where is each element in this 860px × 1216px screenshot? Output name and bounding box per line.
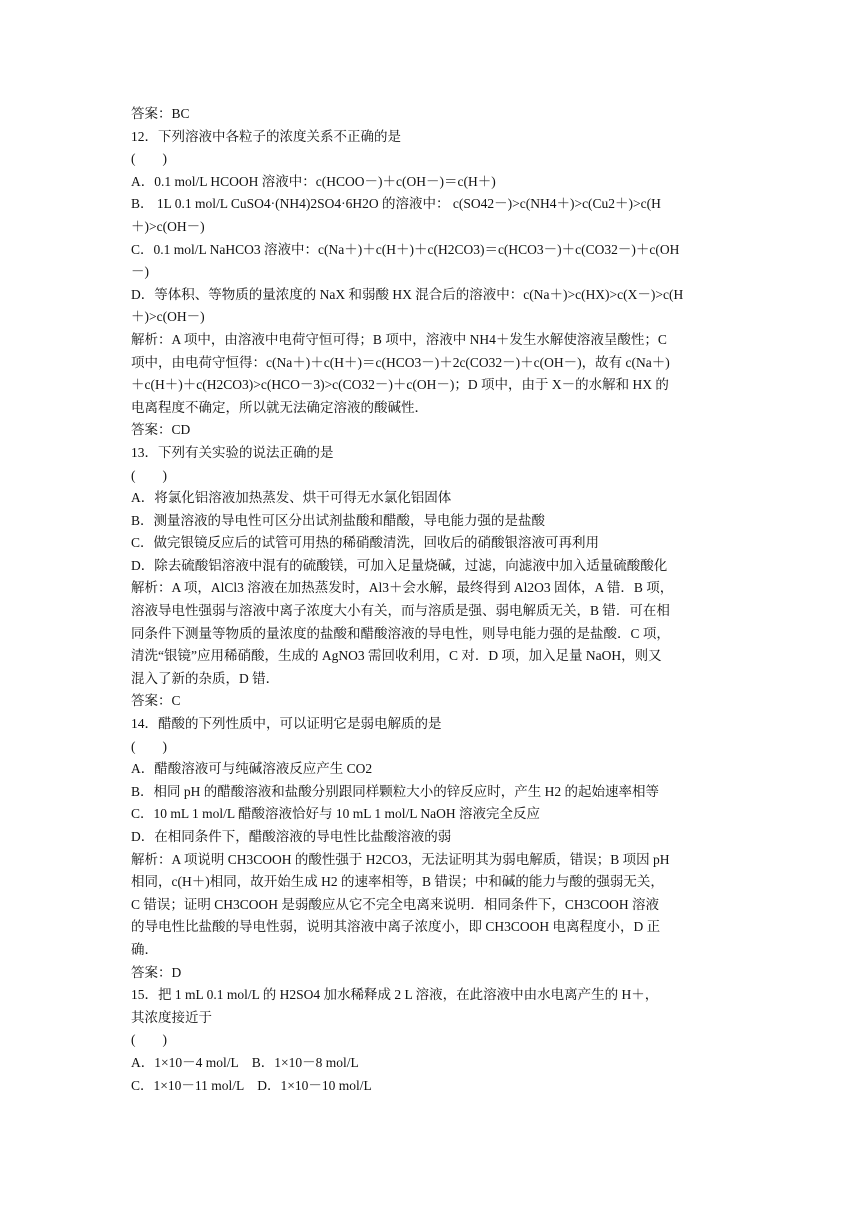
question-14-analysis-2: 相同，c(H＋)相同，故开始生成 H2 的速率相等，B 错误；中和碱的能力与酸的强弱无关， bbox=[131, 874, 664, 890]
question-15-blank: ( ) bbox=[131, 1032, 167, 1048]
question-12-option-d-cont: ＋)>c(OH－) bbox=[131, 309, 205, 325]
question-14-option-c: C．10 mL 1 mol/L 醋酸溶液恰好与 10 mL 1 mol/L NaOH 溶液完全反应 bbox=[131, 806, 540, 822]
question-14-analysis-3: C 错误；证明 CH3COOH 是弱酸应从它不完全电离来说明．相同条件下，CH3COOH 溶液 bbox=[131, 896, 660, 912]
question-12-option-d: D．等体积、等物质的量浓度的 NaX 和弱酸 HX 混合后的溶液中：c(Na＋)>c(HX)>c(X－)>c(H bbox=[131, 286, 684, 302]
question-12-analysis-1: 解析：A 项中，由溶液中电荷守恒可得；B 项中，溶液中 NH4＋发生水解使溶液呈酸性；C bbox=[131, 331, 667, 347]
question-12-analysis-2: 项中，由电荷守恒得：c(Na＋)＋c(H＋)＝c(HCO3－)＋2c(CO32－)＋c(OH－)，故有 c(Na＋) bbox=[131, 354, 670, 370]
question-14-option-b: B．相同 pH 的醋酸溶液和盐酸分别跟同样颗粒大小的锌反应时，产生 H2 的起始速率相等 bbox=[131, 783, 660, 799]
question-14-blank: ( ) bbox=[131, 738, 167, 754]
question-12-blank: ( ) bbox=[131, 151, 167, 167]
document-body bbox=[131, 103, 733, 1097]
question-15-options-ab: A．1×10－4 mol/L B．1×10－8 mol/L bbox=[131, 1054, 359, 1070]
question-12-option-b: B． 1L 0.1 mol/L CuSO4·(NH4)2SO4·6H2O 的溶液中： c(SO42－)>c(NH4＋)>c(Cu2＋)>c(H bbox=[131, 196, 661, 212]
answer-14: 答案：D bbox=[131, 964, 182, 980]
question-13-option-a: A．将氯化铝溶液加热蒸发、烘干可得无水氯化铝固体 bbox=[131, 490, 452, 506]
question-14-stem: 14．醋酸的下列性质中，可以证明它是弱电解质的是 bbox=[131, 716, 442, 732]
question-12-option-c: C．0.1 mol/L NaHCO3 溶液中：c(Na＋)＋c(H＋)＋c(H2CO3)＝c(HCO3－)＋c(CO32－)＋c(OH bbox=[131, 241, 680, 257]
question-12-analysis-4: 电离程度不确定，所以就无法确定溶液的酸碱性． bbox=[131, 399, 428, 415]
answer-13: 答案：C bbox=[131, 693, 181, 709]
question-14-option-a: A．醋酸溶液可与纯碱溶液反应产生 CO2 bbox=[131, 761, 373, 777]
question-13-analysis-3: 同条件下测量等物质的量浓度的盐酸和醋酸溶液的导电性，则导电能力强的是盐酸．C 项， bbox=[131, 625, 670, 641]
question-12-stem: 12．下列溶液中各粒子的浓度关系不正确的是 bbox=[131, 128, 401, 144]
question-12-analysis-3: ＋c(H＋)＋c(H2CO3)>c(HCO－3)>c(CO32－)＋c(OH－)；D 项中，由于 X－的水解和 HX 的 bbox=[131, 377, 669, 393]
question-13-analysis-4: 清洗“银镜”应用稀硝酸，生成的 AgNO3 需回收利用，C 对．D 项，加入足量 NaOH，则又 bbox=[131, 648, 662, 664]
question-14-analysis-5: 确． bbox=[131, 941, 158, 957]
question-13-stem: 13．下列有关实验的说法正确的是 bbox=[131, 444, 334, 460]
question-13-analysis-1: 解析：A 项，AlCl3 溶液在加热蒸发时，Al3＋会水解，最终得到 Al2O3 固体，A 错．B 项， bbox=[131, 580, 674, 596]
question-13-option-b: B．测量溶液的导电性可区分出试剂盐酸和醋酸，导电能力强的是盐酸 bbox=[131, 512, 546, 528]
question-13-option-c: C．做完银镜反应后的试管可用热的稀硝酸清洗，回收后的硝酸银溶液可再利用 bbox=[131, 535, 600, 551]
answer-12: 答案：CD bbox=[131, 422, 191, 438]
question-14-analysis-1: 解析：A 项说明 CH3COOH 的酸性强于 H2CO3，无法证明其为弱电解质，错误；B 项因 pH bbox=[131, 851, 670, 867]
question-12-option-b-cont: ＋)>c(OH－) bbox=[131, 218, 205, 234]
question-14-option-d: D．在相同条件下，醋酸溶液的导电性比盐酸溶液的弱 bbox=[131, 829, 452, 844]
question-15-stem: 15．把 1 mL 0.1 mol/L 的 H2SO4 加水稀释成 2 L 溶液，在此溶液中由水电离产生的 H＋， bbox=[131, 987, 659, 1003]
question-13-blank: ( ) bbox=[131, 467, 167, 483]
question-12-option-a: A．0.1 mol/L HCOOH 溶液中：c(HCOO－)＋c(OH－)＝c(H＋) bbox=[131, 173, 496, 189]
question-15-options-cd: C．1×10－11 mol/L D．1×10－10 mol/L bbox=[131, 1077, 372, 1093]
answer-11: 答案：BC bbox=[131, 106, 190, 121]
question-14-analysis-4: 的导电性比盐酸的导电性弱，说明其溶液中离子浓度小，即 CH3COOH 电离程度小，D 正 bbox=[131, 919, 661, 935]
question-12-option-c-cont: －) bbox=[131, 264, 149, 280]
question-13-analysis-2: 溶液导电性强弱与溶液中离子浓度大小有关，而与溶质是强、弱电解质无关，B 错．可在相 bbox=[131, 603, 670, 619]
question-13-option-d: D．除去硫酸铝溶液中混有的硫酸镁，可加入足量烧碱，过滤，向滤液中加入适量硫酸酸化 bbox=[131, 557, 668, 573]
question-13-analysis-5: 混入了新的杂质，D 错． bbox=[131, 670, 280, 686]
question-15-stem-cont: 其浓度接近于 bbox=[131, 1009, 212, 1025]
